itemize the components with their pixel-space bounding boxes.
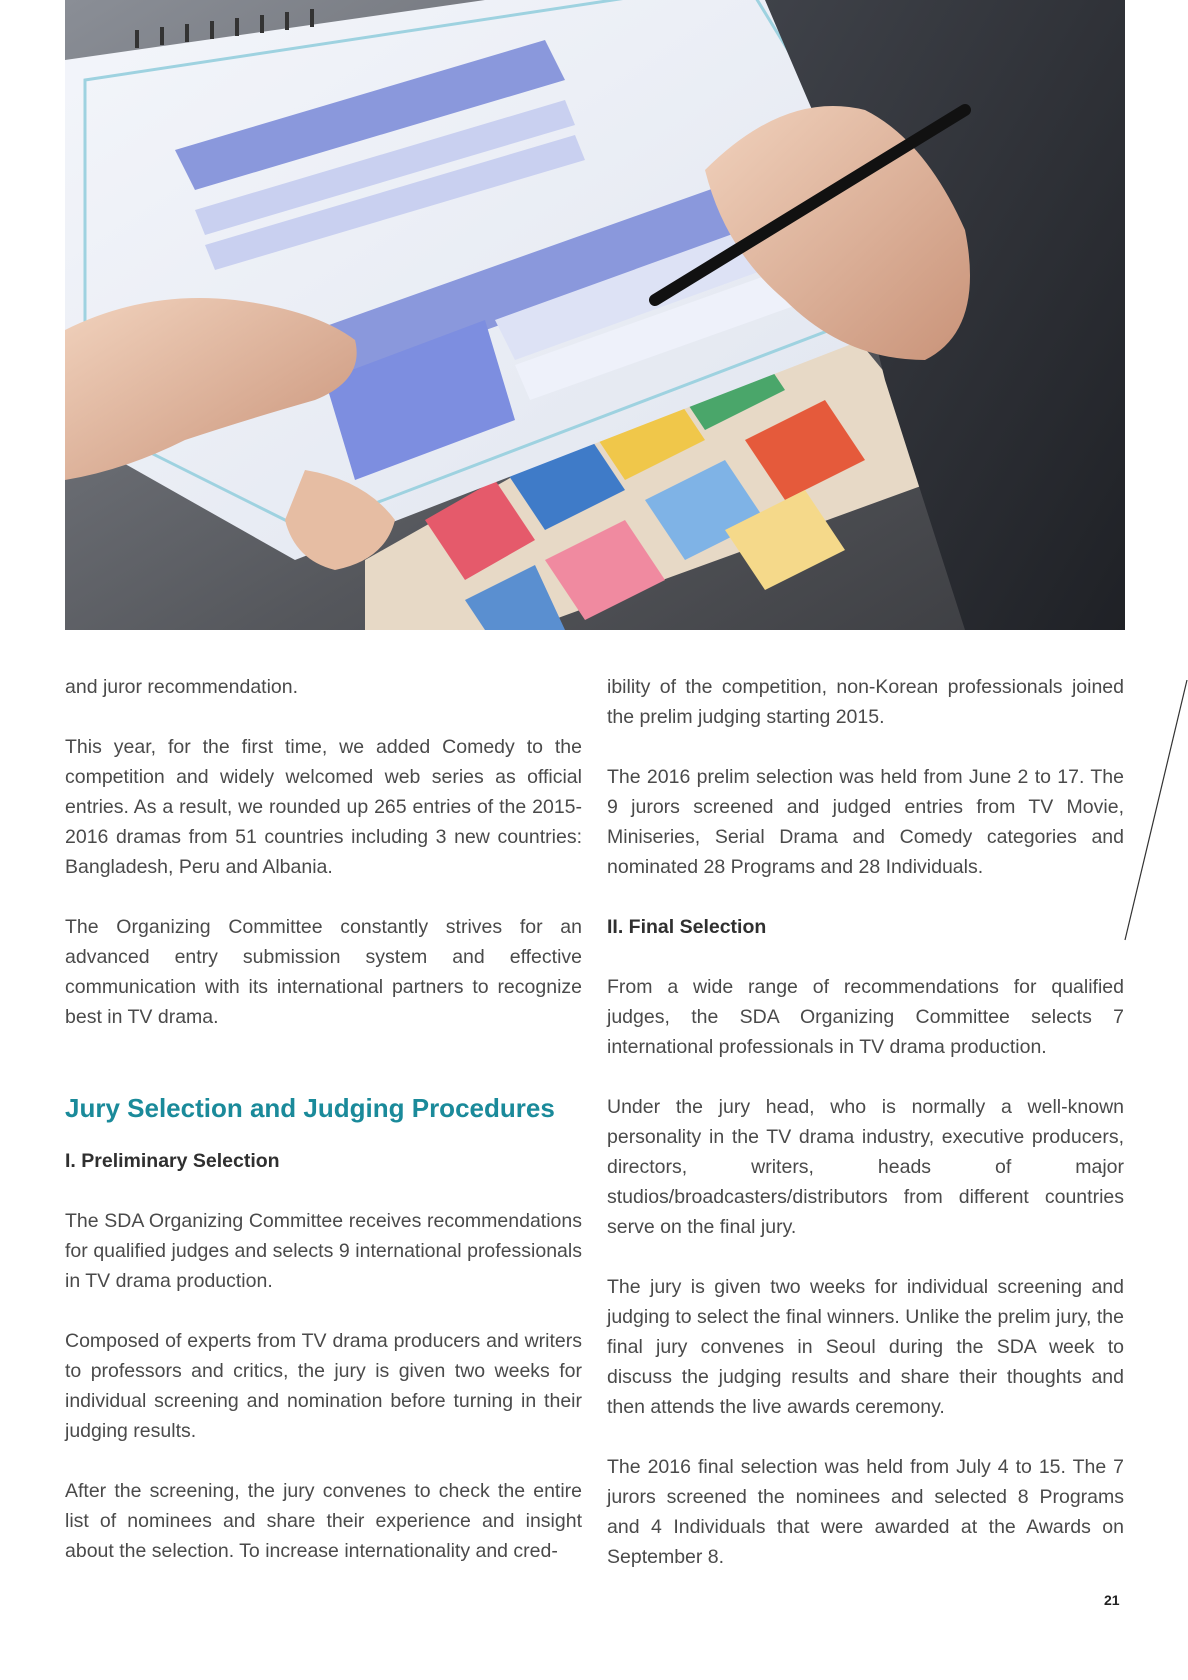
paragraph: Composed of experts from TV drama producers and writers to professors and critics, the jury is given two weeks for individual screening and nomination before turning in their judging results. bbox=[65, 1330, 582, 1442]
paragraph: From a wide range of recommendations for qualified judges, the SDA Organizing Committee selects 7 international professionals in TV drama production. bbox=[607, 976, 1124, 1058]
paragraph: This year, for the first time, we added Comedy to the competition and widely welcomed web series as official entries. As a result, we rounded up 265 entries of the 2015-2016 dramas from 51 countries including 3 new countries: Bangladesh, Peru and Albania. bbox=[65, 736, 582, 878]
section-title: Jury Selection and Judging Procedures bbox=[65, 1093, 555, 1123]
paragraph: The SDA Organizing Committee receives recommendations for qualified judges and selects 9 international professionals in TV drama production. bbox=[65, 1210, 582, 1292]
paragraph: and juror recommendation. bbox=[65, 676, 299, 698]
paragraph: The jury is given two weeks for individual screening and judging to select the final winners. Unlike the prelim jury, the final jury convenes in Seoul during the SDA week to discuss the judging results and share their thoughts and then attends the live awards ceremony. bbox=[607, 1276, 1124, 1418]
page-number: 21 bbox=[1104, 1592, 1120, 1608]
paragraph: The Organizing Committee constantly strives for an advanced entry submission system and effective communication with its international partners to recognize best in TV drama. bbox=[65, 916, 582, 1028]
paragraph: After the screening, the jury convenes to check the entire list of nominees and share their experience and insight about the selection. To increase internationality and cred- bbox=[65, 1480, 582, 1562]
left-column bbox=[65, 672, 582, 1566]
subheading: I. Preliminary Selection bbox=[65, 1150, 280, 1172]
paragraph: Under the jury head, who is normally a well-known personality in the TV drama industry, executive producers, directors, writers, heads of major studios/broadcasters/distributors from different countries serve on the final jury. bbox=[607, 1096, 1124, 1238]
decorative-diagonal-line bbox=[1110, 680, 1188, 950]
paragraph: The 2016 final selection was held from July 4 to 15. The 7 jurors screened the nominees and selected 8 Programs and 4 Individuals that were awarded at the Awards on September 8. bbox=[607, 1456, 1124, 1568]
jury-scoring-photo bbox=[65, 0, 1125, 630]
paragraph: ibility of the competition, non-Korean professionals joined the prelim judging starting 2015. bbox=[607, 676, 1124, 728]
paragraph: The 2016 prelim selection was held from June 2 to 17. The 9 jurors screened and judged entries from TV Movie, Miniseries, Serial Drama and Comedy categories and nominated 28 Programs and 28 Individuals. bbox=[607, 766, 1124, 878]
right-column bbox=[607, 672, 1124, 1572]
subheading: II. Final Selection bbox=[607, 916, 767, 938]
